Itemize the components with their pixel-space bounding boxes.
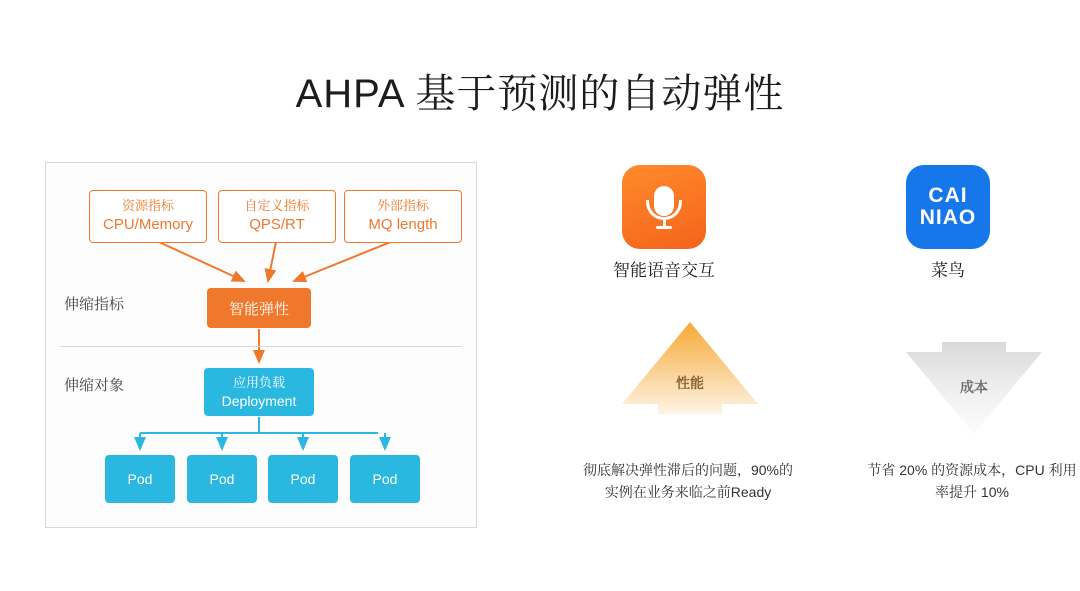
ahpa-diagram-panel — [45, 162, 477, 528]
metric-box-resource — [89, 190, 207, 243]
pod-node: Pod — [350, 455, 420, 503]
page-title: AHPA 基于预测的自动弹性 — [295, 72, 785, 116]
workload-line1: 应用负载 — [232, 375, 285, 390]
metric-box-external — [344, 190, 462, 243]
cainiao-logo-line1: CAI — [928, 183, 968, 207]
feature-caption-voice: 智能语音交互 — [613, 261, 715, 280]
metric-external-line2: MQ length — [368, 215, 438, 233]
workload-node — [204, 368, 314, 416]
metric-custom-line1: 自定义指标 — [244, 198, 310, 213]
cost-arrow-label: 成本 — [960, 379, 988, 395]
metric-resource-line1: 资源指标 — [121, 198, 174, 213]
cost-description: 节省 20% 的资源成本，CPU 利用率提升 10% — [867, 462, 1077, 500]
metric-resource-line2: CPU/Memory — [102, 215, 193, 233]
performance-description: 彻底解决弹性滞后的问题，90%的实例在业务来临之前Ready — [582, 462, 794, 500]
performance-arrow-label: 性能 — [676, 375, 704, 391]
pod-node: Pod — [187, 455, 257, 503]
metric-external-line1: 外部指标 — [376, 198, 429, 213]
pod-node: Pod — [268, 455, 338, 503]
feature-caption-cainiao: 菜鸟 — [931, 261, 965, 280]
microphone-icon — [622, 165, 706, 249]
label-scale-metric: 伸缩指标 — [64, 296, 125, 313]
smart-elastic-node: 智能弹性 — [207, 288, 311, 328]
workload-line2: Deployment — [221, 392, 297, 409]
performance-up-arrow-icon — [600, 318, 780, 418]
pod-node: Pod — [105, 455, 175, 503]
cainiao-logo-line2: NIAO — [919, 206, 977, 229]
metric-custom-line2: QPS/RT — [249, 215, 305, 233]
cainiao-logo-icon — [906, 165, 990, 249]
label-scale-object: 伸缩对象 — [64, 377, 125, 394]
metric-box-custom — [218, 190, 336, 243]
panel-divider — [60, 346, 462, 347]
